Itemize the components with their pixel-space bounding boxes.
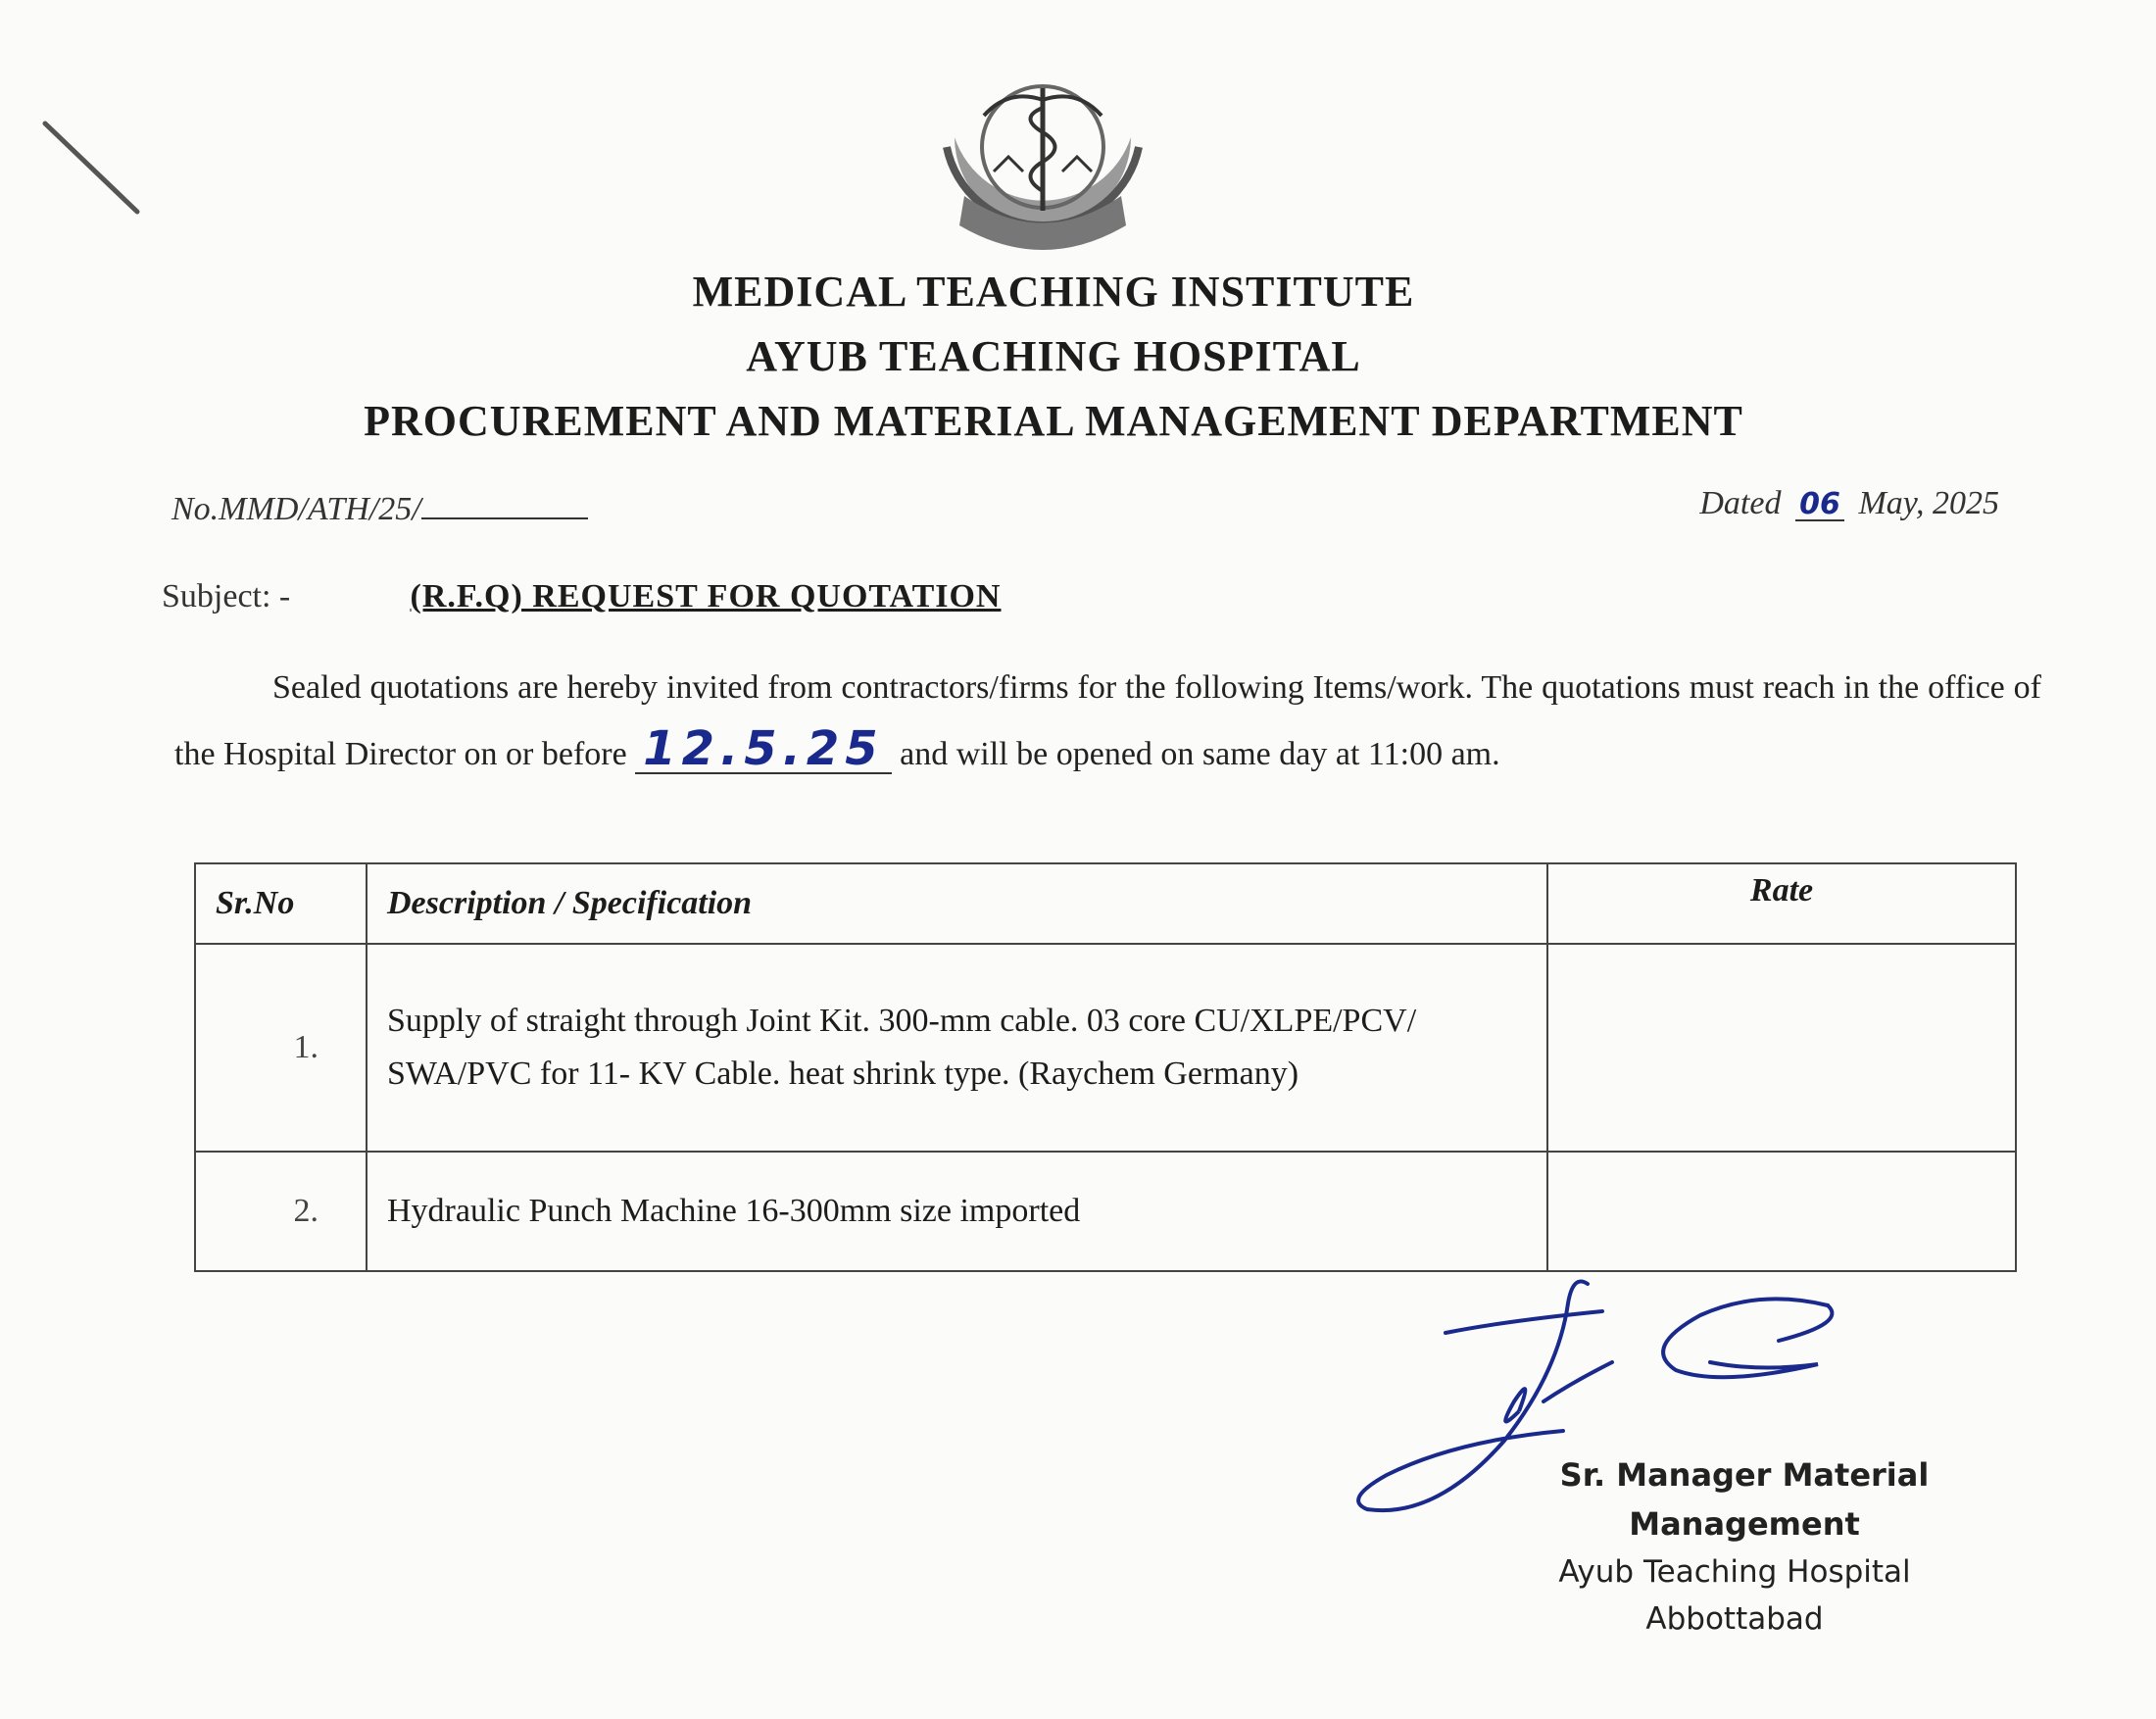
row-description: Supply of straight through Joint Kit. 300-mm cable. 03 core CU/XLPE/PCV/ SWA/PVC for 11- KV Cable. heat shrink type. (Raychem Germany) — [367, 944, 1547, 1152]
subject-line — [162, 578, 1001, 615]
department-name: PROCUREMENT AND MATERIAL MANAGEMENT DEPARTMENT — [364, 397, 1743, 445]
subject-title: (R.F.Q) REQUEST FOR QUOTATION — [410, 578, 1002, 614]
subject-label: Subject: - — [162, 578, 291, 614]
row-rate[interactable] — [1547, 1152, 2016, 1271]
row-rate[interactable] — [1547, 944, 2016, 1152]
letterhead — [0, 260, 2107, 454]
invitation-paragraph — [174, 655, 2041, 788]
paragraph-text-end: and will be opened on same day at 11:00 am. — [900, 736, 1500, 772]
row-sr-no: 1. — [195, 944, 367, 1152]
handwritten-deadline: 12.5.25 — [635, 725, 891, 774]
row-sr-no: 2. — [195, 1152, 367, 1271]
stray-pen-mark — [39, 116, 147, 223]
date-line — [1699, 485, 1999, 522]
signatory-organization: Ayub Teaching Hospital — [1558, 1554, 1911, 1590]
reference-blank — [421, 490, 588, 519]
hospital-emblem-icon — [925, 78, 1160, 265]
reference-prefix: No.MMD/ATH/25/ — [172, 491, 421, 527]
row-description: Hydraulic Punch Machine 16-300mm size imported — [367, 1152, 1547, 1271]
dated-label: Dated — [1699, 485, 1782, 521]
reference-number — [172, 490, 588, 528]
table-row — [195, 1152, 2016, 1271]
signatory-city: Abbottabad — [1645, 1601, 1824, 1637]
header-sr-no: Sr.No — [195, 863, 367, 944]
hospital-name: AYUB TEACHING HOSPITAL — [746, 332, 1361, 380]
header-description: Description / Specification — [367, 863, 1547, 944]
signatory-designation: Sr. Manager Material Management — [1559, 1456, 1930, 1543]
signatory-block — [1441, 1450, 2029, 1643]
paragraph-text: Sealed quotations are hereby invited from contractors/firms for the following Items/work. The quotations must reach in the office of the Hospital Director on or before — [174, 669, 2041, 772]
institute-name: MEDICAL TEACHING INSTITUTE — [692, 268, 1415, 316]
table-row — [195, 944, 2016, 1152]
handwritten-day: 06 — [1795, 490, 1844, 521]
table-header-row — [195, 863, 2016, 944]
header-rate: Rate — [1547, 863, 2016, 944]
items-table — [194, 862, 2017, 1272]
dated-month-year: May, 2025 — [1858, 485, 1999, 521]
